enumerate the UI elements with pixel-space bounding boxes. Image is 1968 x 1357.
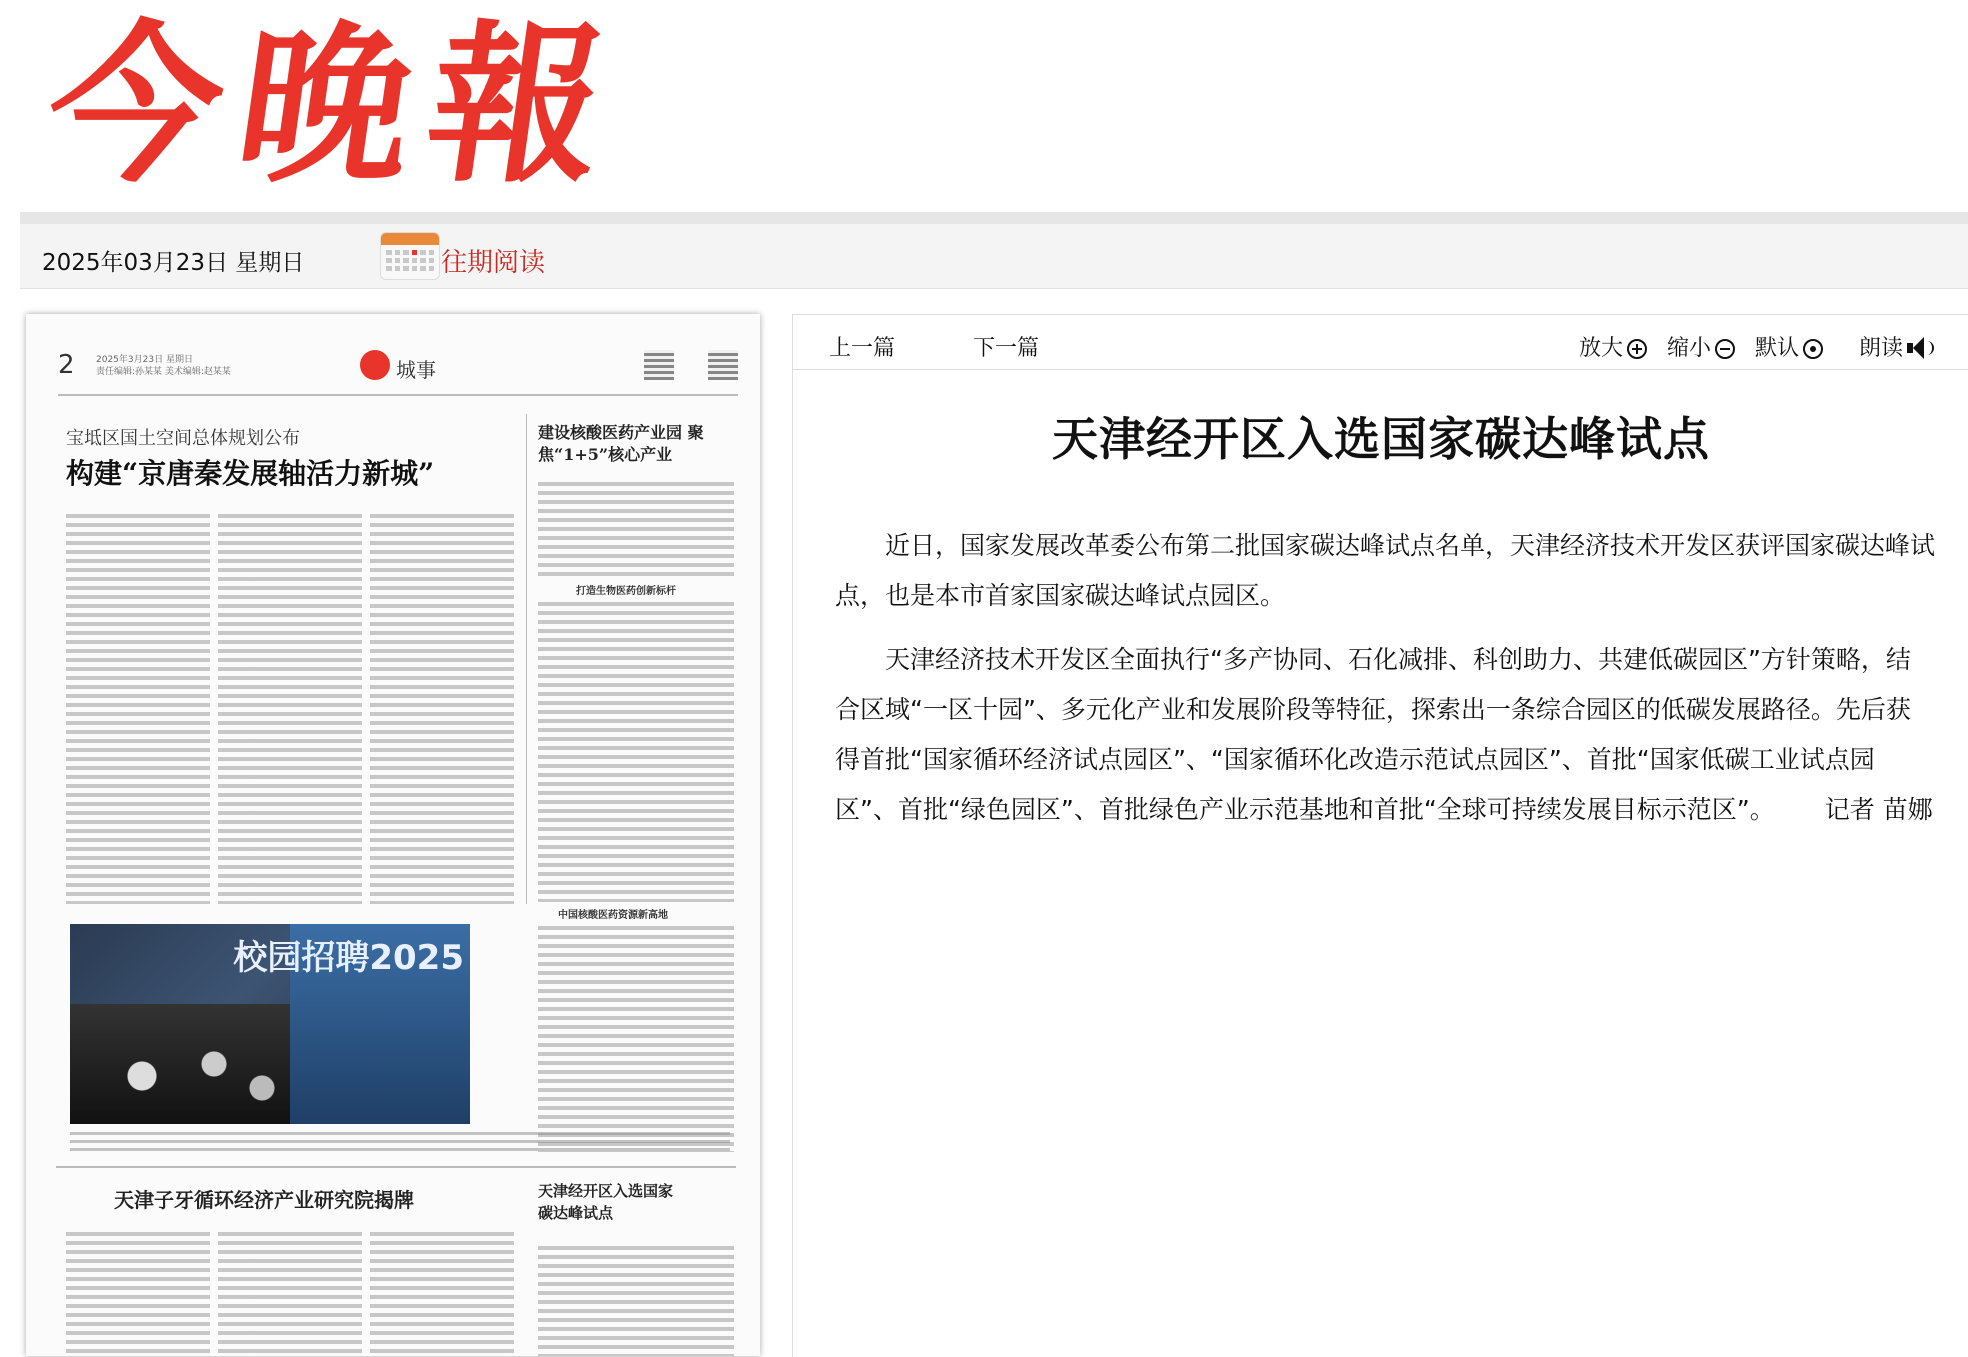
prev-article-link[interactable]: 上一篇 <box>829 336 896 361</box>
story-text-block[interactable] <box>66 514 210 904</box>
news-photo[interactable] <box>70 924 470 1124</box>
zoom-out-label: 缩小 <box>1667 336 1712 361</box>
calendar-icon[interactable] <box>380 232 440 280</box>
story-text-block[interactable] <box>538 482 734 578</box>
story-text-block[interactable] <box>218 514 362 904</box>
read-aloud-label: 朗读 <box>1859 336 1904 361</box>
page-header <box>58 350 738 396</box>
zoom-in-label: 放大 <box>1579 336 1624 361</box>
read-aloud-button[interactable] <box>1859 331 1933 362</box>
next-article-link[interactable]: 下一篇 <box>973 336 1040 361</box>
story-text-block[interactable] <box>538 602 734 902</box>
divider <box>56 1166 736 1168</box>
newspaper-page-thumbnail[interactable] <box>26 314 760 1356</box>
date-bar <box>20 224 1968 289</box>
section-badge-icon <box>360 350 390 380</box>
past-issues-link[interactable]: 往期阅读 <box>441 248 546 278</box>
subhead: 中国核酸医药资源新高地 <box>558 910 668 921</box>
qr-code-icon <box>708 350 738 380</box>
article-pane <box>792 314 1968 1357</box>
section-name: 城事 <box>396 358 436 382</box>
story-headline[interactable]: 建设核酸医药产业园 聚焦“1+5”核心产业 <box>538 423 704 464</box>
subhead: 打造生物医药创新标杆 <box>576 586 676 597</box>
default-size-label: 默认 <box>1755 336 1800 361</box>
story-text-block[interactable] <box>370 514 514 904</box>
story-text-block[interactable] <box>66 1232 210 1356</box>
column-rule <box>526 414 527 904</box>
article-title: 天津经开区入选国家碳达峰试点 <box>1052 412 1710 466</box>
story-kicker[interactable]: 宝坻区国土空间总体规划公布 <box>66 428 300 449</box>
story-headline[interactable]: 构建“京唐秦发展轴活力新城” <box>66 457 435 490</box>
photo-caption <box>70 1132 730 1154</box>
minus-circle-icon <box>1715 339 1735 359</box>
page-number: 2 <box>58 350 75 380</box>
article-paragraph-text: 天津经济技术开发区全面执行“多产协同、石化减排、科创助力、共建低碳园区”方针策略，结合区域“一区十园”、多元化产业和发展阶段等特征，探索出一条综合园区的低碳发展路径。先后获得首批“国家循环经济试点园区”、“国家循环化改造示范试点园区”、首批“国家低碳工业试点园区”、首批“绿色园区”、首批绿色产业示范基地和首批“全球可持续发展目标示范区”。 <box>835 645 1911 824</box>
plus-circle-icon <box>1627 339 1647 359</box>
issue-date: 2025年03月23日 星期日 <box>42 250 305 276</box>
story-text-block[interactable] <box>538 926 734 1152</box>
photo-banner-text: 校园招聘2025 <box>233 938 464 978</box>
article-paragraph <box>835 635 1935 835</box>
reporter-byline: 记者 苗娜 <box>1824 795 1933 824</box>
qr-code-icon <box>644 350 674 380</box>
default-circle-icon <box>1803 339 1823 359</box>
page-meta-date: 2025年3月23日 星期日 <box>96 355 193 365</box>
zoom-in-button[interactable] <box>1579 331 1647 362</box>
story-text-block[interactable] <box>370 1232 514 1356</box>
story-text-block[interactable] <box>538 1246 734 1356</box>
page-meta-editors: 责任编辑:孙某某 美术编辑:赵某某 <box>96 367 231 377</box>
masthead <box>0 0 1968 210</box>
speaker-icon <box>1907 337 1933 359</box>
article-body <box>835 521 1935 849</box>
zoom-out-button[interactable] <box>1667 331 1735 362</box>
story-headline-current[interactable]: 天津经开区入选国家碳达峰试点 <box>538 1182 674 1222</box>
newspaper-logo[interactable]: 今晚報 <box>35 3 635 206</box>
default-size-button[interactable] <box>1755 331 1823 362</box>
article-toolbar <box>793 315 1968 370</box>
page-meta <box>96 354 231 378</box>
story-text-block[interactable] <box>218 1232 362 1356</box>
divider <box>20 212 1968 224</box>
story-headline[interactable]: 天津子牙循环经济产业研究院揭牌 <box>114 1188 414 1212</box>
article-paragraph: 近日，国家发展改革委公布第二批国家碳达峰试点名单，天津经济技术开发区获评国家碳达峰试点，也是本市首家国家碳达峰试点园区。 <box>835 531 1936 610</box>
